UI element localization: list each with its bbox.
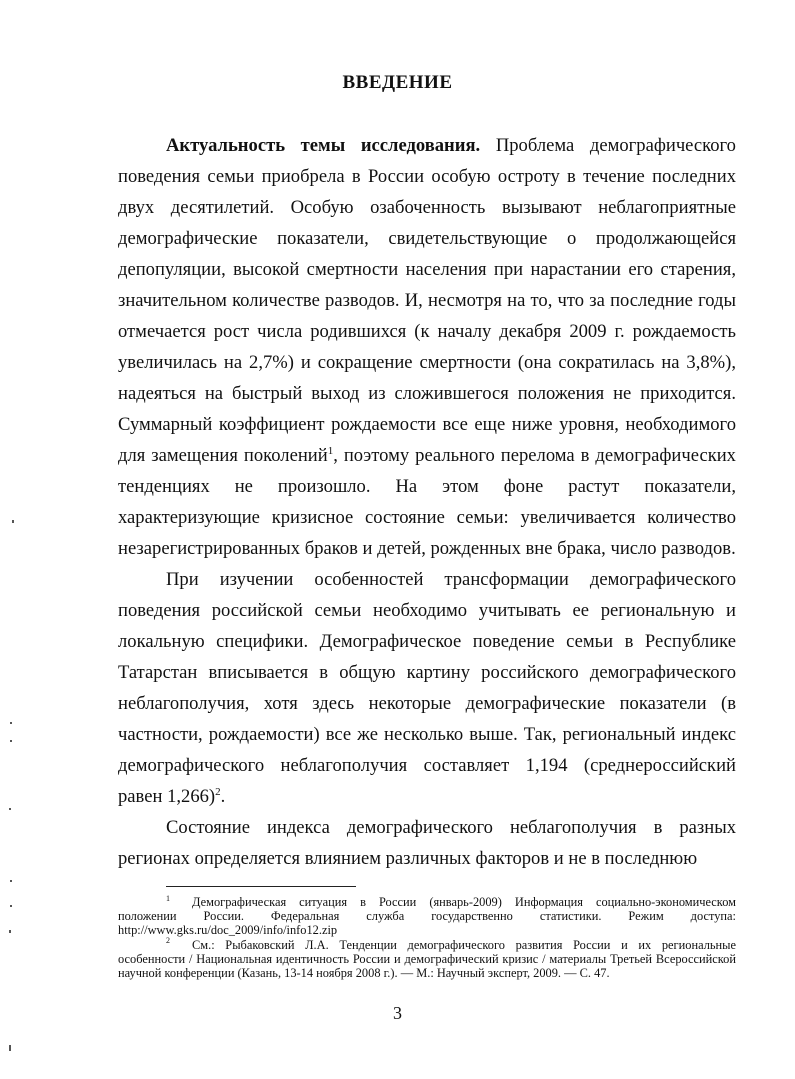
paragraph-1-lead: Актуальность темы исследования. bbox=[166, 135, 481, 156]
page-title: ВВЕДЕНИЕ bbox=[342, 72, 453, 93]
paragraph-1-text-b: , поэтому реального перелома в демографических тенденциях не произошло. На этом фоне растут показатели, характеризующие кризисное состояние семьи: увеличивается количество незарегистрированных браков и детей, рожденных вне брака, число разводов. bbox=[118, 445, 736, 559]
footnotes bbox=[118, 895, 736, 980]
footnote-1-mark: 1 bbox=[166, 893, 170, 903]
paragraph-2-tail: . bbox=[220, 786, 226, 807]
scan-speck bbox=[9, 1045, 11, 1051]
scan-speck bbox=[12, 520, 14, 523]
scan-speck bbox=[10, 722, 12, 724]
paragraph-3-text: Состояние индекса демографического неблагополучия в разных регионах определяется влиянием различных факторов и не в последнюю bbox=[118, 817, 736, 869]
footnote-1 bbox=[118, 895, 736, 938]
footnote-1-text: Демографическая ситуация в России (январь-2009) Информация социально-экономическом положении России. Федеральная служба государственно статистики. Режим доступа: http://www.gks.ru/doc_2009/info/info12.zip bbox=[118, 895, 736, 938]
footnote-ref-2: 2 bbox=[215, 785, 221, 798]
paragraph-1-text-a: Проблема демографического поведения семьи приобрела в России особую остроту в течение последних двух десятилетий. Особую озабоченность вызывают неблагоприятные демографические показатели, свидетельствующие о продолжающейся депопуляции, высокой смертности населения при нарастании его старения, значительном количестве разводов. И, несмотря на то, что за последние годы отмечается рост числа родившихся (к началу декабря 2009 г. рождаемость увеличилась на 2,7%) и сокращение смертности (она сократилась на 3,8%), надеяться на быстрый выход из сложившегося положения не приходится. Суммарный коэффициент рождаемости все еще ниже уровня, необходимого для замещения поколений bbox=[118, 135, 736, 466]
scan-speck bbox=[10, 740, 12, 742]
footnote-separator bbox=[166, 886, 356, 887]
main-text bbox=[118, 130, 736, 874]
paragraph-3 bbox=[118, 812, 736, 874]
page-number: 3 bbox=[393, 1003, 402, 1023]
scan-speck bbox=[10, 880, 12, 882]
paragraph-1 bbox=[118, 130, 736, 564]
paragraph-2-text: При изучении особенностей трансформации демографического поведения российской семьи необходимо учитывать ее региональную и локальную специфики. Демографическое поведение семьи в Республике Татарстан вписывается в общую картину российского демографического неблагополучия, хотя здесь некоторые демографические показатели (в частности, рождаемости) все же несколько выше. Так, региональный индекс демографического неблагополучия составляет 1,194 (среднероссийский равен 1,266) bbox=[118, 569, 736, 807]
footnote-2-mark: 2 bbox=[166, 936, 170, 946]
footnote-2-text: См.: Рыбаковский Л.А. Тенденции демографического развития России и их региональные особенности / Национальная идентичность России и демографический кризис / материалы Третьей Всероссийской научной конференции (Казань, 13-14 ноября 2008 г.). — М.: Научный эксперт, 2009. — С. 47. bbox=[118, 937, 736, 981]
scan-speck bbox=[9, 930, 11, 933]
paragraph-2 bbox=[118, 564, 736, 812]
footnote-ref-1: 1 bbox=[327, 444, 334, 457]
scan-speck bbox=[10, 905, 12, 907]
footnote-2 bbox=[118, 938, 736, 981]
scan-speck bbox=[9, 808, 11, 810]
